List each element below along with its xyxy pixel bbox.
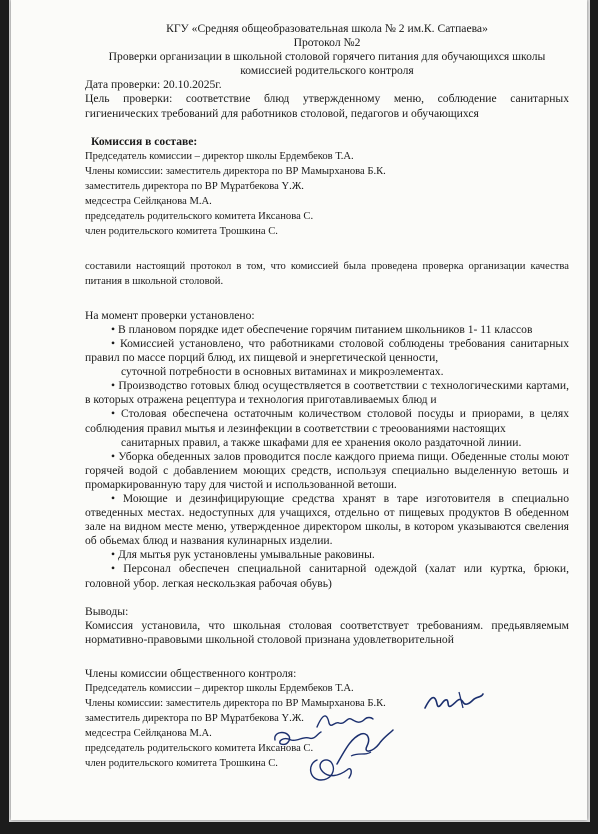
signature-troshkina: [303, 752, 357, 788]
inspection-purpose: Цель проверки: соответствие блюд утвержденному меню, соблюдение санитарных гигиенических требований для работников столовой, педагогов и обучающихся: [85, 92, 569, 120]
finding-item: • Уборка обеденных залов проводится после каждого приема пищи. Обеденные столы моют горячей водой с добавлением моющих средств, используя специально выделенную ветошь и промаркированную тару для чистой и использованной ветоши.: [85, 449, 569, 491]
member-item: Члены комиссии: заместитель директора по ВР Мамырханова Б.К.: [85, 165, 386, 177]
conclusions-text: Комиссия установила, что школьная столовая соответствует требованиям. предьявляемым нормативно-правовыми школьной столовой признана удовлетворительной: [85, 618, 569, 646]
finding-item: • Столовая обеспечена остаточным количеством столовой посуды и приорами, в целях соблюдения правил мытья и лезинфекции в соответствии с треоованиями настоящих: [85, 407, 569, 435]
signatories-title: Члены комиссии общественного контроля:: [85, 666, 297, 680]
member-item: Председатель комиссии – директор школы Ердембеков Т.А.: [85, 150, 354, 162]
inspection-date: Дата проверки: 20.10.2025г.: [85, 78, 222, 92]
conclusions-title: Выводы:: [85, 604, 129, 618]
signatory-item: член родительского комитета Трошкина С.: [85, 758, 278, 769]
signatory-item: медсестра Сейлқанова М.А.: [85, 728, 212, 739]
member-item: медсестра Сейлқанова М.А.: [85, 195, 212, 207]
signatory-item: Председатель комиссии – директор школы Ердембеков Т.А.: [85, 683, 354, 694]
signature-seilkanova: [269, 726, 325, 754]
finding-item: • Комиссией установлено, что работниками столовой соблюдены требования санитарных правил по массе порций блюд, их пищевой и энергетической ценности,: [85, 336, 569, 365]
composition-title: Комиссия в составе:: [91, 134, 198, 148]
finding-item: • В плановом порядке идет обеспечение горячим питанием школьников 1- 11 классов: [111, 322, 533, 336]
findings-list: [85, 323, 569, 591]
document-body: [85, 22, 569, 771]
finding-item: суточной потребности в основных витаминах и микроэлементах.: [121, 365, 444, 379]
signatory-item: председатель родительского комитета Иксанова С.: [85, 743, 314, 754]
protocol-subject-cont: комиссией родительского контроля: [240, 64, 414, 78]
member-item: член родительского комитета Трошкина С.: [85, 225, 278, 237]
composition-list: [85, 149, 569, 239]
protocol-intro: составили настоящий протокол в том, что комиссией была проведена проверка организации качества питания в школьной столовой.: [85, 260, 569, 287]
document-page: [11, 0, 587, 820]
viewer-frame-left: [0, 0, 9, 834]
viewer-frame-right: [590, 0, 598, 834]
findings-title: На момент проверки установлено:: [85, 308, 255, 322]
finding-item: • Персонал обеспечен специальной санитарной одеждой (халат или куртка, брюки, головной убор. легкая нескользкая рабочая обувь): [85, 562, 569, 590]
finding-item: • Производство готовых блюд осуществляется в соответствии с технологическими картами, в которых отражена рецептура и технология приготавливаемых блюд и: [85, 379, 569, 407]
finding-item: санитарных правил, а также шкафами для ее хранения около раздаточной линии.: [121, 435, 522, 449]
school-name: КГУ «Средняя общеобразовательная школа № 2 им.К. Сатпаева»: [166, 22, 488, 35]
member-item: председатель родительского комитета Иксанова С.: [85, 210, 314, 222]
member-item: заместитель директора по ВР Мұратбекова Ү.Ж.: [85, 180, 304, 192]
protocol-subject: Проверки организации в школьной столовой горячего питания для обучающихся школы: [108, 50, 546, 64]
signatory-item: заместитель директора по ВР Мұратбекова Ү.Ж.: [85, 713, 304, 724]
signatory-item: Члены комиссии: заместитель директора по ВР Мамырханова Б.К.: [85, 698, 386, 709]
viewer-frame-bottom: [0, 822, 598, 834]
protocol-number: Протокол №2: [293, 36, 361, 50]
finding-item: • Моющие и дезинфицирующие средства хранят в таре изготовителя в специально отведенных местах. недоступных для учащихся, отдельно от пищевых продуктов В обеденном зале на видном месте меню, утвержденное директором школы, в котором указываются свеления об обьемах блюд и названия кулинарных изделии.: [85, 491, 569, 548]
signature-mamyrkhanova: [421, 688, 487, 716]
finding-item: • Для мытья рук установлены умывальные раковины.: [111, 548, 375, 562]
